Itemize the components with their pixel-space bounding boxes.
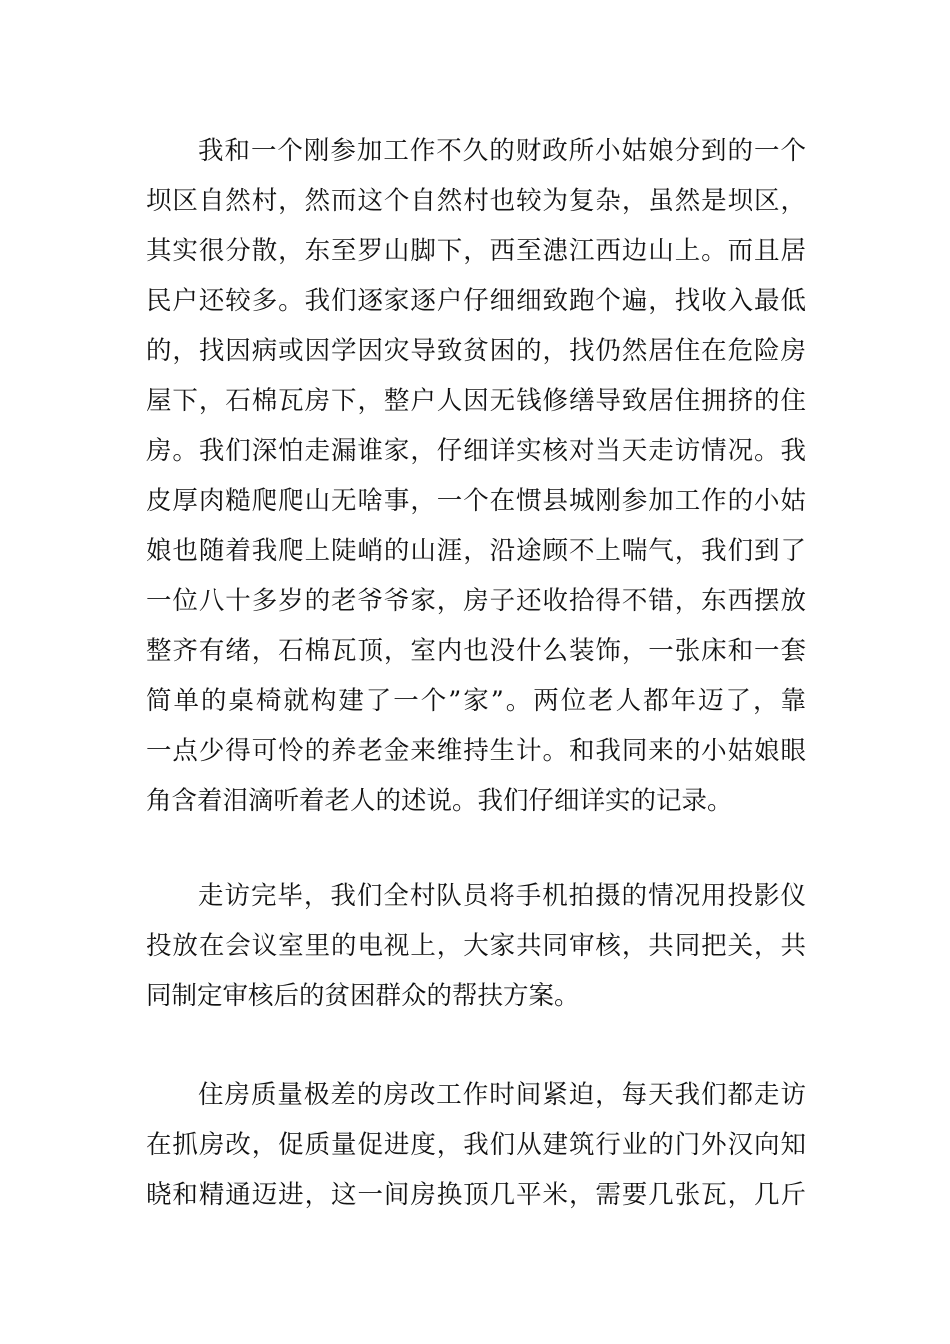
paragraph-1-line-11: 整齐有绪，石棉瓦顶，室内也没什么装饰，一张床和一套	[146, 636, 806, 666]
paragraph-1-line-1: 我和一个刚参加工作不久的财政所小姑娘分到的一个	[198, 136, 806, 166]
paragraph-3-line-3: 晓和精通迈进，这一间房换顶几平米，需要几张瓦，几斤	[146, 1180, 806, 1210]
paragraph-2-line-1: 走访完毕，我们全村队员将手机拍摄的情况用投影仪	[198, 881, 806, 911]
paragraph-1-line-7: 房。我们深怕走漏谁家，仔细详实核对当天走访情况。我	[146, 436, 806, 466]
paragraph-3-line-2: 在抓房改，促质量促进度，我们从建筑行业的门外汉向知	[146, 1130, 806, 1160]
paragraph-1-line-5: 的，找因病或因学因灾导致贫困的，找仍然居住在危险房	[146, 336, 806, 366]
paragraph-3-line-1: 住房质量极差的房改工作时间紧迫，每天我们都走访	[198, 1080, 806, 1110]
paragraph-1-line-2: 坝区自然村，然而这个自然村也较为复杂，虽然是坝区，	[146, 186, 806, 216]
paragraph-1-line-9: 娘也随着我爬上陡峭的山涯，沿途顾不上喘气，我们到了	[146, 536, 806, 566]
paragraph-2-line-3: 同制定审核后的贫困群众的帮扶方案。	[146, 981, 580, 1011]
paragraph-2-line-2: 投放在会议室里的电视上，大家共同审核，共同把关，共	[146, 931, 806, 961]
paragraph-1-line-6: 屋下，石棉瓦房下，整户人因无钱修缮导致居住拥挤的住	[146, 386, 806, 416]
paragraph-1-line-14: 角含着泪滴听着老人的述说。我们仔细详实的记录。	[146, 786, 733, 816]
paragraph-1-line-12: 简单的桌椅就构建了一个”家”。两位老人都年迈了，靠	[146, 686, 806, 716]
paragraph-1-line-13: 一点少得可怜的养老金来维持生计。和我同来的小姑娘眼	[146, 736, 806, 766]
paragraph-1-line-4: 民户还较多。我们逐家逐户仔细细致跑个遍，找收入最低	[146, 286, 806, 316]
paragraph-1-line-3: 其实很分散，东至罗山脚下，西至漶江西边山上。而且居	[146, 236, 806, 266]
paragraph-1-line-8: 皮厚肉糙爬爬山无啥事，一个在惯县城刚参加工作的小姑	[146, 486, 806, 516]
paragraph-1-line-10: 一位八十多岁的老爷爷家，房子还收拾得不错，东西摆放	[146, 586, 806, 616]
